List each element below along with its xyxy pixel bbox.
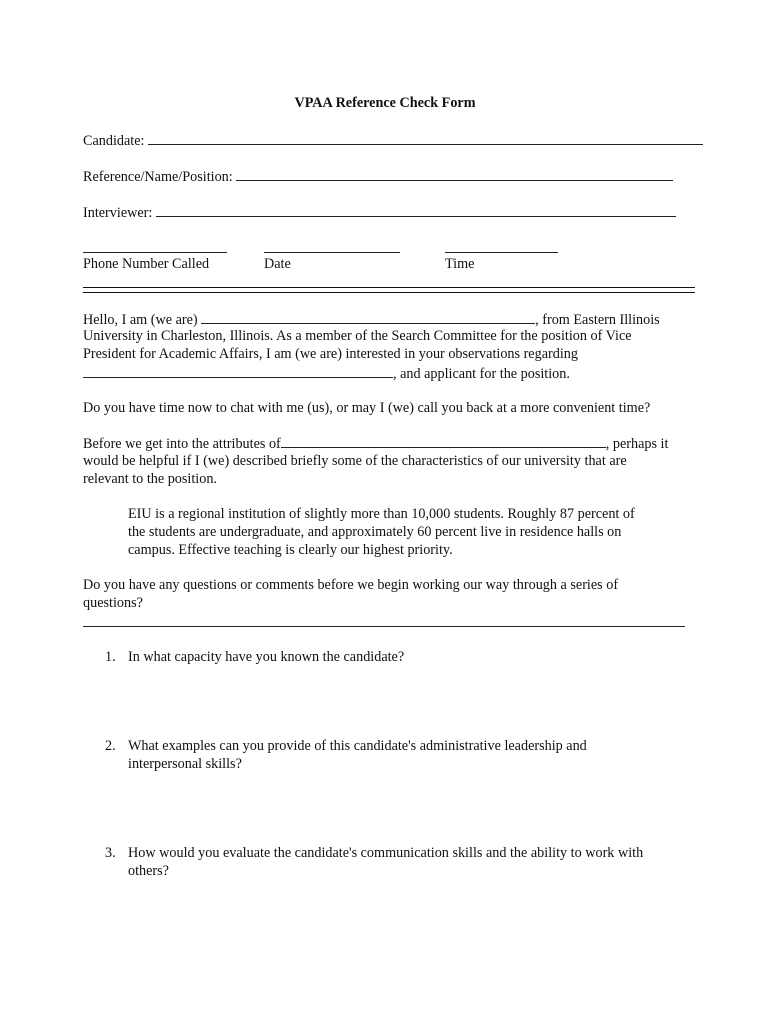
question-3-answer[interactable]: [128, 888, 688, 988]
attributes-text-a: Before we get into the attributes of: [83, 436, 281, 452]
attributes-line-1: [83, 433, 668, 453]
intro-text-a: Hello, I am (we are): [83, 312, 202, 328]
intro-line-2: University in Charleston, Illinois. As a member of the Search Committee for the position of Vice: [83, 328, 632, 344]
question-2-text-line-2: interpersonal skills?: [128, 756, 242, 772]
intro-line-3: President for Academic Affairs, I am (we are) interested in your observations regarding: [83, 346, 578, 362]
question-3-text-line-2: others?: [128, 863, 169, 879]
eiu-line-2: the students are undergraduate, and approximately 60 percent live in residence halls on: [128, 524, 622, 540]
time-label: Time: [445, 256, 475, 272]
reference-label: Reference/Name/Position:: [83, 169, 233, 185]
intro-text-c: , and applicant for the position.: [393, 366, 570, 382]
interviewer-label: Interviewer:: [83, 205, 153, 221]
eiu-line-3: campus. Effective teaching is clearly our highest priority.: [128, 542, 453, 558]
question-1-number: 1.: [105, 649, 116, 665]
intro-line-1: [83, 309, 660, 329]
candidate-label: Candidate:: [83, 133, 145, 149]
questions-intro-line-2: questions?: [83, 595, 143, 611]
eiu-line-1: EIU is a regional institution of slightly more than 10,000 students. Roughly 87 percent of: [128, 506, 635, 522]
reference-field: [83, 166, 673, 186]
interviewer-input[interactable]: [156, 202, 676, 217]
questions-divider: [83, 626, 685, 627]
interviewer-name-input[interactable]: [201, 309, 535, 324]
date-label: Date: [264, 256, 291, 272]
candidate-name-input[interactable]: [83, 363, 393, 378]
question-3-text-line-1: How would you evaluate the candidate's communication skills and the ability to work with: [128, 845, 644, 861]
date-input[interactable]: [264, 252, 400, 253]
question-2-answer[interactable]: [128, 780, 688, 840]
questions-intro-line-1: Do you have any questions or comments before we begin working our way through a series of: [83, 577, 619, 593]
question-2-text-line-1: What examples can you provide of this candidate's administrative leadership and: [128, 738, 587, 754]
question-1-text: In what capacity have you known the candidate?: [128, 649, 405, 665]
question-2-number: 2.: [105, 738, 116, 754]
attributes-line-3: relevant to the position.: [83, 471, 217, 487]
question-3-number: 3.: [105, 845, 116, 861]
intro-line-4: [83, 363, 570, 383]
attributes-text-b: , perhaps it: [605, 436, 669, 452]
phone-input[interactable]: [83, 252, 227, 253]
form-title: VPAA Reference Check Form: [294, 95, 476, 111]
question-1-answer[interactable]: [128, 675, 688, 735]
intro-text-b: , from Eastern Illinois: [535, 312, 660, 328]
attributes-line-2: would be helpful if I (we) described briefly some of the characteristics of our university that are: [83, 453, 627, 469]
time-question: Do you have time now to chat with me (us), or may I (we) call you back at a more convenient time?: [83, 400, 651, 416]
phone-label: Phone Number Called: [83, 256, 210, 272]
interviewer-field: [83, 202, 676, 222]
time-input[interactable]: [445, 252, 558, 253]
section-divider: [83, 287, 695, 293]
candidate-input[interactable]: [148, 130, 703, 145]
candidate-field: [83, 130, 703, 150]
reference-input[interactable]: [236, 166, 673, 181]
attributes-input[interactable]: [281, 433, 606, 448]
